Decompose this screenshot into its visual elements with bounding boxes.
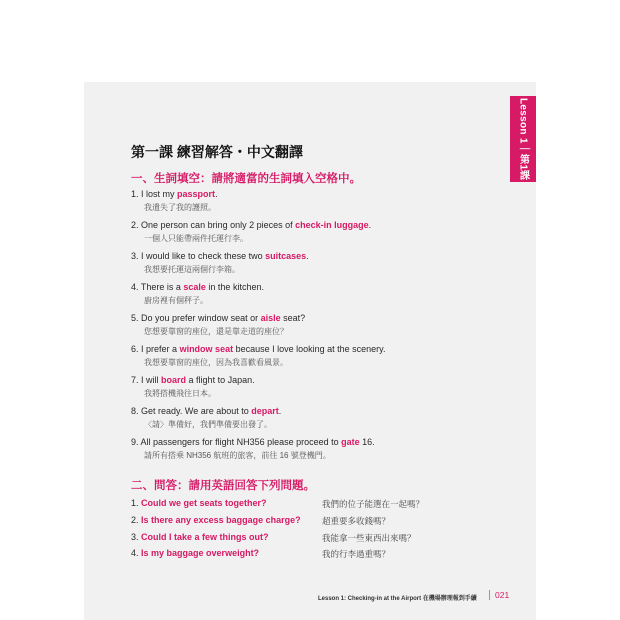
section2-heading: 二、問答：請用英語回答下列問題。 <box>131 480 315 492</box>
page-title: 第一課 練習解答・中文翻譯 <box>131 144 303 160</box>
footer-text: Lesson 1: Checking-in at the Airport 在機場辦理報到手續 <box>318 596 477 602</box>
list-item: 6. I prefer a window seat because I love looking at the scenery. 我想要靠窗的座位，因為我喜歡看風景。 <box>131 344 386 367</box>
list-item: 7. I will board a flight to Japan. 我將搭機飛往日本。 <box>131 375 255 398</box>
question-item: 3. Could I take a few things out? <box>131 532 269 542</box>
list-item: 9. All passengers for flight NH356 please proceed to gate 16. 請所有搭乘 NH356 航班的旅客，前往 16 號登機門。 <box>131 437 375 460</box>
list-item: 3. I would like to check these two suitcases. 我想要托運這兩個行李箱。 <box>131 251 309 274</box>
lesson-tab <box>510 96 536 182</box>
question-item: 1. Could we get seats together? <box>131 498 267 508</box>
question-translation: 我能拿一些東西出來嗎？ <box>322 533 416 543</box>
question-translation: 超重要多收錢嗎？ <box>322 516 391 526</box>
list-item: 8. Get ready. We are about to depart. 〈請〉準備好，我們準備要出發了。 <box>131 406 282 429</box>
lesson-tab-label: Lesson 1｜第1課 <box>517 97 529 181</box>
question-translation: 我們的位子能選在一起嗎？ <box>322 499 425 509</box>
question-item: 4. Is my baggage overweight? <box>131 548 260 558</box>
list-item: 5. Do you prefer window seat or aisle seat? 您想要靠窗的座位，還是靠走道的座位？ <box>131 313 306 336</box>
list-item: 1. I lost my passport. 我遺失了我的護照。 <box>131 189 218 212</box>
section1-heading: 一、生詞填空：請將適當的生詞填入空格中。 <box>131 173 361 185</box>
page-number: 021 <box>489 590 509 600</box>
question-translation: 我的行李過重嗎？ <box>322 549 391 559</box>
list-item: 2. One person can bring only 2 pieces of check-in luggage. 一個人只能帶兩件托運行李。 <box>131 220 372 243</box>
question-item: 2. Is there any excess baggage charge? <box>131 515 301 525</box>
list-item: 4. There is a scale in the kitchen. 廚房裡有個秤子。 <box>131 282 264 305</box>
